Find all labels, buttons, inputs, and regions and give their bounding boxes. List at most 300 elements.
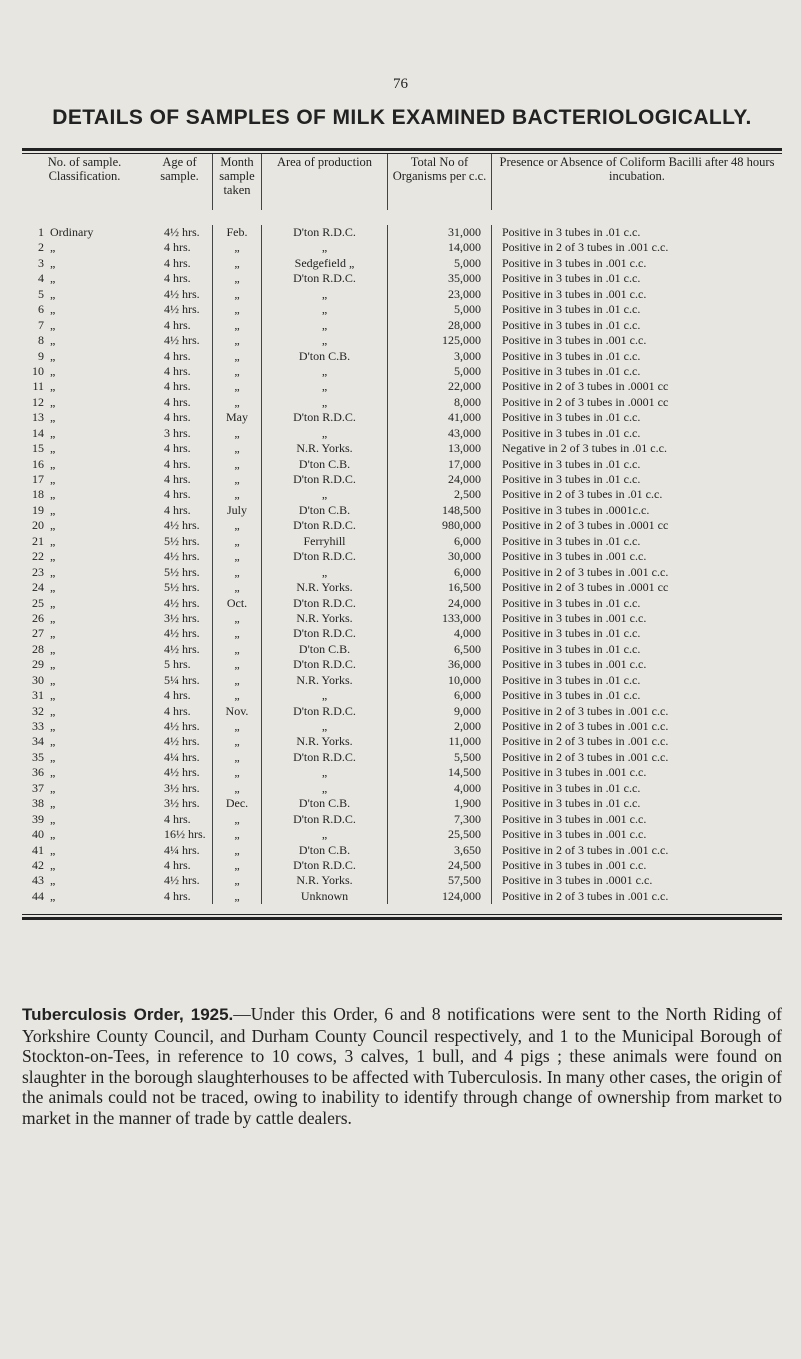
cell-total: 5,000 [388,256,492,271]
cell-presence: Positive in 3 tubes in .01 c.c. [502,595,641,610]
sample-classification: „ [50,549,56,564]
sample-classification: „ [50,811,56,826]
cell-age: 4 hrs. [147,318,213,333]
table-body [22,225,782,904]
cell-area: D'ton C.B. [262,843,388,858]
cell-total: 6,000 [388,565,492,580]
sample-classification: „ [50,286,56,301]
cell-area: D'ton R.D.C. [262,750,388,765]
cell-total: 24,000 [388,472,492,487]
table-row [22,781,782,796]
sample-classification: „ [50,487,56,502]
cell-age: 4½ hrs. [147,765,213,780]
header-presence: Presence or Absence of Coliform Bacilli after 48 hours incubation. [499,155,775,183]
cell-sample-no [22,225,147,240]
table-row [22,565,782,580]
cell-month: „ [213,827,262,842]
cell-sample-no [22,657,147,672]
cell-sample-no [22,426,147,441]
cell-month: „ [213,318,262,333]
cell-presence: Positive in 3 tubes in .001 c.c. [502,811,647,826]
cell-sample-no [22,457,147,472]
cell-age: 4½ hrs. [147,225,213,240]
cell-age: 4 hrs. [147,858,213,873]
table-row [22,287,782,302]
cell-area: „ [262,318,388,333]
table-row [22,812,782,827]
cell-area: „ [262,688,388,703]
cell-presence: Positive in 3 tubes in .01 c.c. [502,425,641,440]
cell-sample-no [22,379,147,394]
cell-area: D'ton R.D.C. [262,410,388,425]
cell-area: D'ton C.B. [262,457,388,472]
cell-total: 2,000 [388,719,492,734]
cell-total: 25,500 [388,827,492,842]
cell-month: „ [213,534,262,549]
cell-area: „ [262,487,388,502]
cell-presence: Positive in 3 tubes in .01 c.c. [502,348,641,363]
table-row [22,534,782,549]
sample-classification: „ [50,240,56,255]
cell-presence: Positive in 2 of 3 tubes in .001 c.c. [502,564,669,579]
cell-month: „ [213,426,262,441]
table-row [22,503,782,518]
cell-total: 5,000 [388,364,492,379]
cell-presence: Positive in 2 of 3 tubes in .0001 cc [502,379,669,394]
sample-classification: „ [50,456,56,471]
cell-area: Sedgefield „ [262,256,388,271]
table-row [22,734,782,749]
sample-number: 15 [32,441,44,456]
tuberculosis-paragraph [22,1004,782,1128]
cell-presence: Positive in 3 tubes in .01 c.c. [502,271,641,286]
cell-area: D'ton R.D.C. [262,472,388,487]
table-row [22,457,782,472]
cell-total: 6,500 [388,642,492,657]
sample-classification: „ [50,564,56,579]
cell-age: 4½ hrs. [147,287,213,302]
sample-number: 21 [32,533,44,548]
cell-month: „ [213,843,262,858]
table-row [22,688,782,703]
cell-presence: Positive in 3 tubes in .01 c.c. [502,302,641,317]
cell-age: 16½ hrs. [147,827,213,842]
table-row [22,642,782,657]
cell-age: 3 hrs. [147,426,213,441]
cell-sample-no [22,364,147,379]
table-row [22,426,782,441]
table-header [22,154,782,210]
sample-number: 24 [32,580,44,595]
cell-area: N.R. Yorks. [262,673,388,688]
cell-age: 4¼ hrs. [147,750,213,765]
cell-area: D'ton R.D.C. [262,704,388,719]
sample-number: 3 [38,255,44,270]
cell-total: 11,000 [388,734,492,749]
sample-number: 38 [32,796,44,811]
cell-presence: Positive in 2 of 3 tubes in .0001 cc [502,394,669,409]
paragraph-body: —Under this Order, 6 and 8 notifications were sent to the North Riding of Yorkshire County Council, and Durham County Council respectively, and 1 to the Municipal Borough of Stockton-on-Tees, in reference to 10 cows, 3 calves, 1 bull, and 4 pigs ; these animals were found on slaughter in the borough slaughterhouses to be affected with Tuberculosis. In many other cases, the origin of the animals could not be traced, owing to inability to identify through change of ownership from market to market in the manner of trade by cattle dealers. [22,1004,782,1128]
cell-area: D'ton C.B. [262,796,388,811]
cell-month: „ [213,642,262,657]
table-row [22,410,782,425]
sample-number: 18 [32,487,44,502]
table-row [22,379,782,394]
table-row [22,472,782,487]
table-bottom-rule [22,917,782,920]
cell-total: 13,000 [388,441,492,456]
sample-classification: „ [50,857,56,872]
sample-classification: „ [50,518,56,533]
cell-presence: Positive in 3 tubes in .001 c.c. [502,827,647,842]
cell-area: D'ton R.D.C. [262,657,388,672]
cell-presence: Positive in 3 tubes in .01 c.c. [502,641,641,656]
sample-classification: „ [50,410,56,425]
cell-presence: Positive in 2 of 3 tubes in .001 c.c. [502,749,669,764]
sample-classification: „ [50,425,56,440]
sample-number: 10 [32,363,44,378]
cell-area: „ [262,827,388,842]
cell-month: „ [213,349,262,364]
cell-sample-no [22,534,147,549]
sample-classification: „ [50,765,56,780]
cell-area: „ [262,781,388,796]
sample-number: 6 [38,302,44,317]
sample-classification: „ [50,472,56,486]
cell-age: 4½ hrs. [147,549,213,564]
cell-age: 4¼ hrs. [147,843,213,858]
cell-age: 4 hrs. [147,812,213,827]
table-row [22,271,782,286]
cell-month: „ [213,688,262,703]
cell-presence: Positive in 3 tubes in .01 c.c. [502,688,641,703]
cell-area: N.R. Yorks. [262,611,388,626]
sample-classification: „ [50,348,56,363]
cell-presence: Positive in 3 tubes in .001 c.c. [502,549,647,564]
cell-total: 23,000 [388,287,492,302]
table-row [22,256,782,271]
table-row [22,750,782,765]
cell-sample-no [22,642,147,657]
sample-classification: „ [50,672,56,687]
cell-presence: Positive in 3 tubes in .001 c.c. [502,255,647,270]
cell-area: D'ton R.D.C. [262,549,388,564]
cell-age: 4½ hrs. [147,626,213,641]
cell-sample-no [22,781,147,796]
sample-number: 5 [38,286,44,301]
cell-area: D'ton R.D.C. [262,518,388,533]
cell-month: „ [213,673,262,688]
cell-month: „ [213,565,262,580]
cell-area: „ [262,395,388,410]
sample-number: 17 [32,472,44,486]
cell-sample-no [22,410,147,425]
header-area: Area of production [262,154,388,210]
cell-age: 3½ hrs. [147,611,213,626]
table-row [22,549,782,564]
sample-number: 23 [32,564,44,579]
cell-age: 4 hrs. [147,379,213,394]
sample-number: 32 [32,703,44,718]
sample-number: 28 [32,641,44,656]
cell-presence: Positive in 3 tubes in .01 c.c. [502,796,641,811]
sample-classification: „ [50,873,56,888]
cell-total: 6,000 [388,534,492,549]
cell-total: 3,650 [388,843,492,858]
cell-presence: Positive in 2 of 3 tubes in .001 c.c. [502,240,669,255]
cell-area: „ [262,426,388,441]
sample-classification: „ [50,379,56,394]
sample-number: 11 [32,379,44,394]
cell-total: 14,500 [388,765,492,780]
table-bottom-rule-thin [22,914,782,915]
table-row [22,487,782,502]
cell-total: 10,000 [388,673,492,688]
sample-number: 2 [38,240,44,255]
sample-classification: „ [50,796,56,811]
sample-number: 26 [32,610,44,625]
cell-total: 6,000 [388,688,492,703]
cell-month: „ [213,812,262,827]
cell-month: July [213,503,262,518]
cell-total: 57,500 [388,873,492,888]
cell-total: 7,300 [388,812,492,827]
sample-number: 1 [38,225,44,239]
milk-samples-table [22,148,782,920]
table-row [22,843,782,858]
cell-total: 8,000 [388,395,492,410]
sample-number: 40 [32,827,44,842]
cell-sample-no [22,873,147,888]
cell-age: 4 hrs. [147,457,213,472]
cell-sample-no [22,240,147,255]
cell-total: 3,000 [388,349,492,364]
cell-area: Ferryhill [262,534,388,549]
header-total: Total No of Organisms per c.c. [388,154,492,210]
cell-month: „ [213,611,262,626]
cell-area: D'ton C.B. [262,349,388,364]
table-row [22,765,782,780]
cell-month: „ [213,379,262,394]
cell-presence: Positive in 3 tubes in .0001 c.c. [502,873,653,888]
cell-area: „ [262,719,388,734]
cell-age: 4½ hrs. [147,518,213,533]
cell-area: „ [262,333,388,348]
cell-age: 4½ hrs. [147,873,213,888]
cell-total: 4,000 [388,781,492,796]
cell-age: 4 hrs. [147,441,213,456]
cell-area: „ [262,765,388,780]
cell-age: 4 hrs. [147,704,213,719]
cell-sample-no [22,843,147,858]
cell-area: D'ton R.D.C. [262,858,388,873]
cell-month: „ [213,364,262,379]
cell-month: „ [213,333,262,348]
cell-area: „ [262,364,388,379]
sample-number: 31 [32,688,44,703]
table-row [22,673,782,688]
cell-presence: Positive in 3 tubes in .001 c.c. [502,286,647,301]
cell-age: 3½ hrs. [147,796,213,811]
cell-total: 17,000 [388,457,492,472]
cell-total: 36,000 [388,657,492,672]
cell-presence: Positive in 3 tubes in .001 c.c. [502,857,647,872]
table-row [22,240,782,255]
sample-classification: „ [50,441,56,456]
sample-classification: „ [50,363,56,378]
page-number: 76 [393,76,408,92]
table-row [22,364,782,379]
sample-number: 12 [32,394,44,409]
cell-sample-no [22,395,147,410]
cell-month: „ [213,657,262,672]
cell-area: N.R. Yorks. [262,441,388,456]
cell-presence: Negative in 2 of 3 tubes in .01 c.c. [502,441,667,456]
sample-number: 43 [32,873,44,888]
sample-classification: „ [50,302,56,317]
cell-age: 4½ hrs. [147,302,213,317]
cell-presence: Positive in 3 tubes in .01 c.c. [502,533,641,548]
cell-month: „ [213,487,262,502]
cell-month: „ [213,750,262,765]
sample-classification: „ [50,580,56,595]
sample-classification: „ [50,719,56,733]
cell-month: „ [213,441,262,456]
cell-age: 3½ hrs. [147,781,213,796]
cell-month: „ [213,518,262,533]
cell-total: 28,000 [388,318,492,333]
cell-presence: Positive in 3 tubes in .01 c.c. [502,626,641,641]
cell-total: 16,500 [388,580,492,595]
sample-number: 20 [32,518,44,533]
cell-sample-no [22,580,147,595]
cell-area: D'ton R.D.C. [262,626,388,641]
sample-number: 36 [32,765,44,780]
header-sample-no: No. of sample. Classification. [47,155,122,183]
sample-classification: „ [50,626,56,641]
cell-total: 124,000 [388,889,492,904]
sample-number: 13 [32,410,44,425]
cell-month: „ [213,271,262,286]
cell-sample-no [22,750,147,765]
table-row [22,333,782,348]
cell-total: 148,500 [388,503,492,518]
cell-total: 22,000 [388,379,492,394]
cell-presence: Positive in 3 tubes in .01 c.c. [502,780,641,795]
sample-number: 39 [32,811,44,826]
cell-sample-no [22,287,147,302]
sample-number: 34 [32,734,44,749]
cell-month: „ [213,719,262,734]
cell-sample-no [22,302,147,317]
cell-month: May [213,410,262,425]
cell-total: 2,500 [388,487,492,502]
cell-presence: Positive in 3 tubes in .001 c.c. [502,333,647,348]
table-row [22,611,782,626]
cell-total: 41,000 [388,410,492,425]
cell-sample-no [22,472,147,487]
cell-area: „ [262,565,388,580]
cell-sample-no [22,812,147,827]
cell-total: 1,900 [388,796,492,811]
cell-total: 5,500 [388,750,492,765]
header-month: Month sample taken [213,154,262,210]
page-title: DETAILS OF SAMPLES OF MILK EXAMINED BACTERIOLOGICALLY. [52,106,752,129]
cell-month: „ [213,765,262,780]
cell-sample-no [22,626,147,641]
cell-area: D'ton R.D.C. [262,596,388,611]
cell-presence: Positive in 3 tubes in .01 c.c. [502,472,641,486]
sample-classification: „ [50,827,56,842]
cell-month: „ [213,889,262,904]
cell-presence: Positive in 2 of 3 tubes in .001 c.c. [502,703,669,718]
cell-sample-no [22,333,147,348]
cell-presence: Positive in 3 tubes in .01 c.c. [502,672,641,687]
cell-total: 9,000 [388,704,492,719]
cell-presence: Positive in 2 of 3 tubes in .001 c.c. [502,734,669,749]
sample-classification: „ [50,688,56,703]
table-row [22,596,782,611]
table-row [22,302,782,317]
cell-area: N.R. Yorks. [262,580,388,595]
cell-total: 35,000 [388,271,492,286]
table-row [22,657,782,672]
cell-total: 30,000 [388,549,492,564]
cell-sample-no [22,858,147,873]
cell-total: 4,000 [388,626,492,641]
cell-month: „ [213,626,262,641]
cell-area: „ [262,302,388,317]
cell-total: 5,000 [388,302,492,317]
cell-month: „ [213,240,262,255]
table-row [22,827,782,842]
cell-sample-no [22,734,147,749]
table-row [22,580,782,595]
cell-presence: Positive in 2 of 3 tubes in .0001 cc [502,518,669,533]
sample-classification: „ [50,641,56,656]
sample-number: 27 [32,626,44,641]
table-row [22,518,782,533]
cell-month: „ [213,549,262,564]
cell-area: N.R. Yorks. [262,734,388,749]
sample-number: 25 [32,595,44,610]
sample-number: 33 [32,719,44,733]
cell-sample-no [22,518,147,533]
cell-sample-no [22,256,147,271]
cell-month: „ [213,781,262,796]
cell-month: „ [213,457,262,472]
cell-sample-no [22,549,147,564]
cell-month: Dec. [213,796,262,811]
cell-total: 43,000 [388,426,492,441]
cell-age: 4½ hrs. [147,642,213,657]
sample-classification: „ [50,888,56,903]
table-row [22,858,782,873]
cell-age: 5 hrs. [147,657,213,672]
table-row [22,796,782,811]
cell-age: 4 hrs. [147,688,213,703]
cell-month: „ [213,472,262,487]
table-row [22,349,782,364]
cell-month: Feb. [213,225,262,240]
cell-sample-no [22,487,147,502]
cell-area: Unknown [262,889,388,904]
cell-total: 31,000 [388,225,492,240]
cell-age: 4 hrs. [147,271,213,286]
table-row [22,889,782,904]
cell-sample-no [22,611,147,626]
cell-total: 24,000 [388,596,492,611]
